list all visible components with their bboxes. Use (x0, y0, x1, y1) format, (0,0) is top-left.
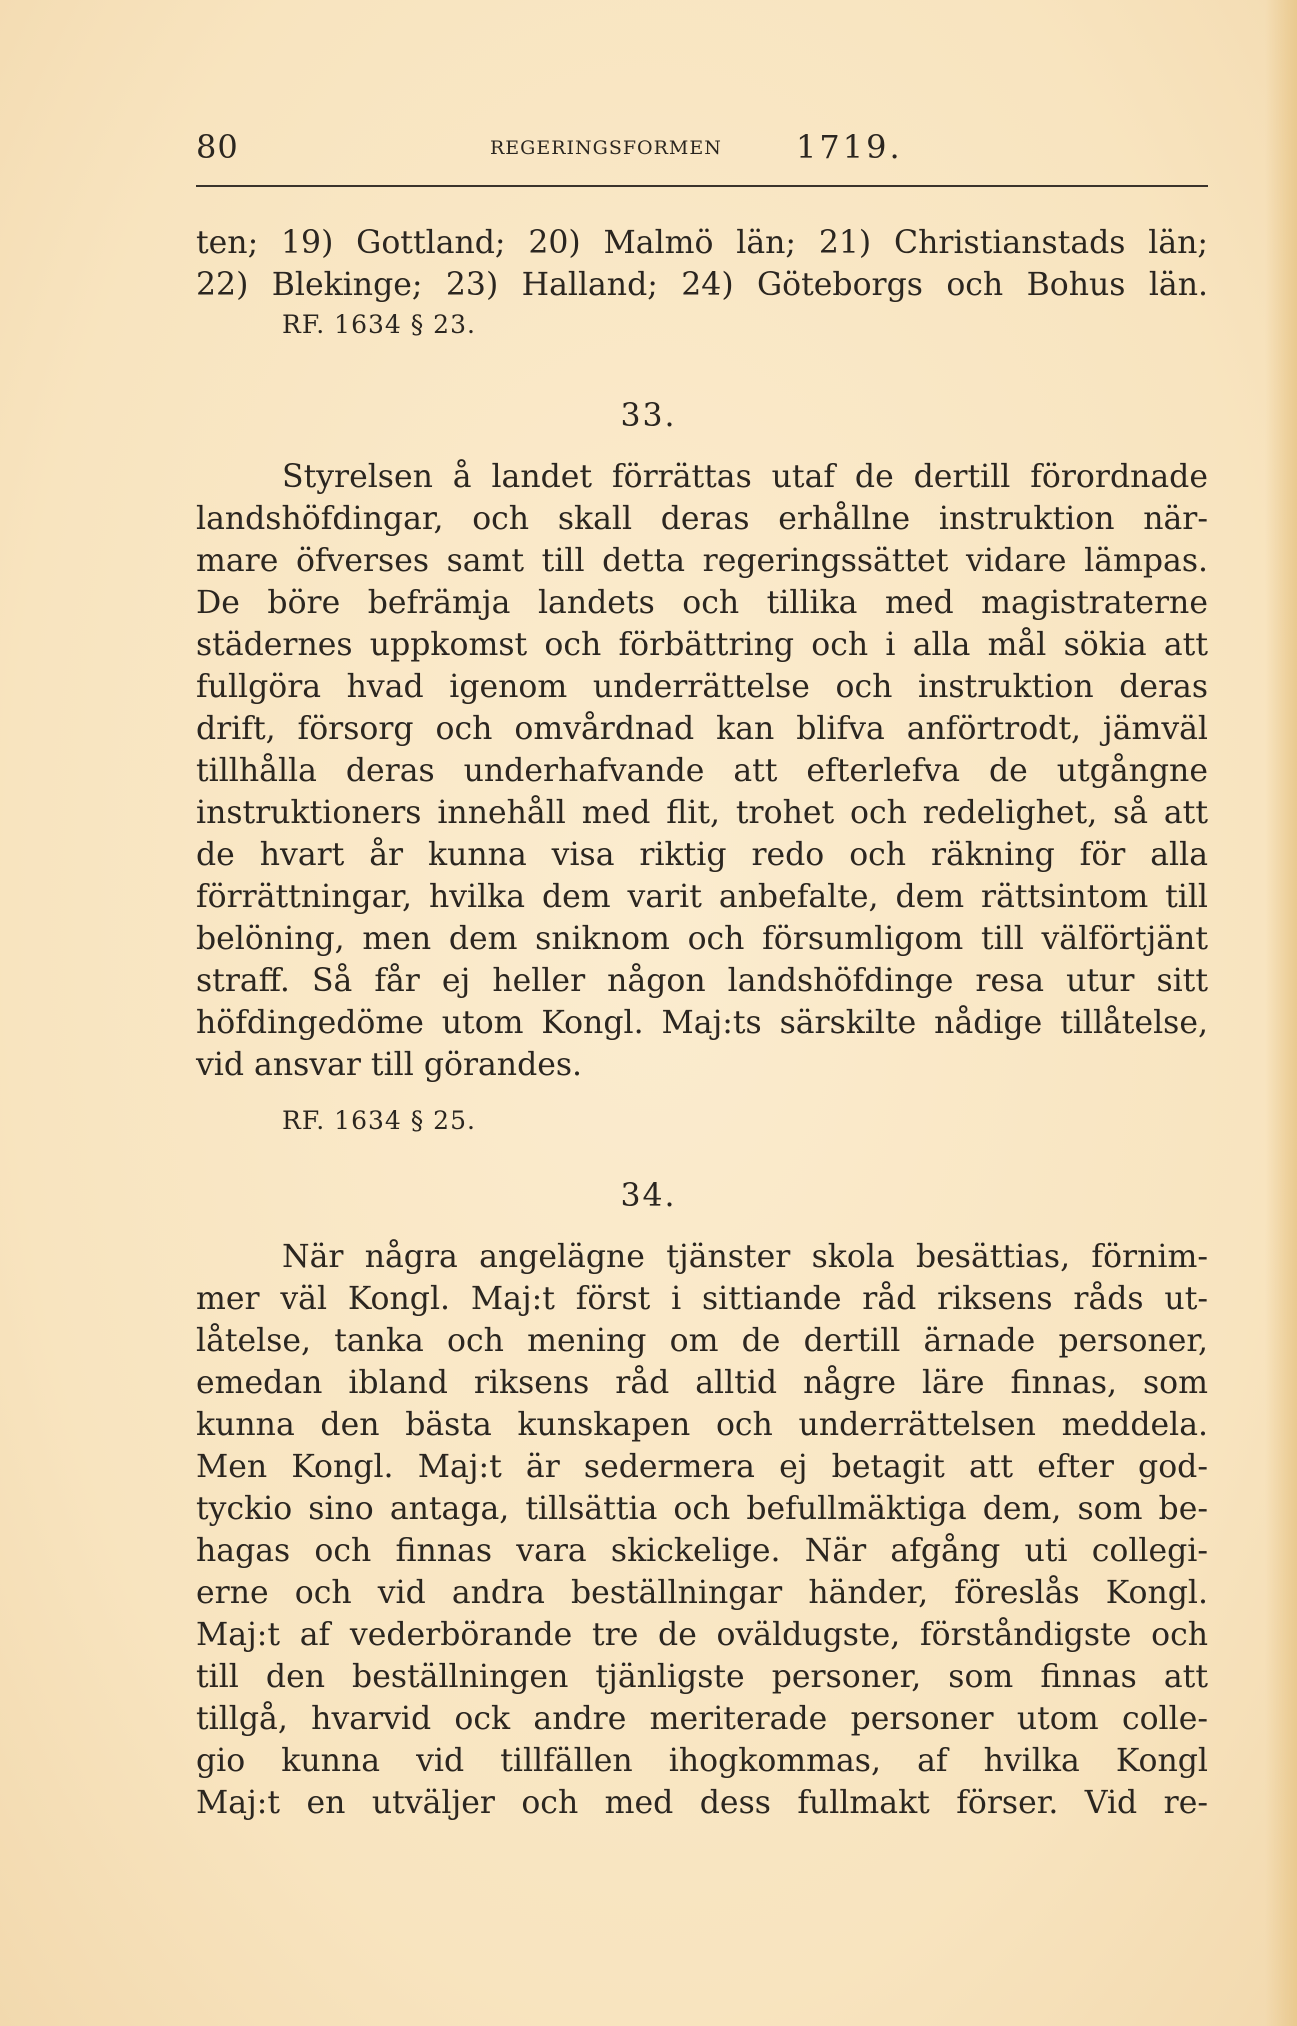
text-line: höfdingedöme utom Kongl. Maj:ts särskilte nådige tillåtelse, (196, 1005, 1208, 1041)
text-line: erne och vid andra beställningar händer, föreslås Kongl. (196, 1575, 1208, 1611)
text-line: tyckio sino antaga, tillsättia och befullmäktiga dem, som be- (196, 1491, 1208, 1527)
text-line: de hvart år kunna visa riktig redo och räkning för alla (196, 837, 1208, 873)
text-line: När några angelägne tjänster skola besättias, förnim- (282, 1239, 1208, 1275)
text-line: Maj:t af vederbörande tre de oväldugste, förståndigste och (196, 1617, 1208, 1653)
section-number-33: 33. (620, 398, 677, 434)
text-line: fullgöra hvad igenom underrättelse och instruktion deras (196, 669, 1208, 705)
text-line: 22) Blekinge; 23) Halland; 24) Göteborgs och Bohus län. (196, 267, 1208, 303)
text-line: De böre befrämja landets och tillika med magistraterne (196, 585, 1208, 621)
text-line: straff. Så får ej heller någon landshöfdinge resa utur sitt (196, 963, 1208, 999)
text-line: städernes uppkomst och förbättring och i alla mål sökia att (196, 627, 1208, 663)
text-line: tillgå, hvarvid ock andre meriterade personer utom colle- (196, 1701, 1208, 1737)
text-line: hagas och finnas vara skickelige. När afgång uti collegi- (196, 1533, 1208, 1569)
section-34-paragraph (196, 1236, 1208, 1824)
running-title: REGERINGSFORMEN (490, 137, 722, 159)
intro-paragraph (196, 222, 1208, 306)
text-line: Styrelsen å landet förrättas utaf de dertill förordnade (282, 459, 1208, 495)
reference-rf-1634-25: RF. 1634 § 25. (282, 1106, 476, 1135)
text-line: emedan ibland riksens råd alltid någre läre finnas, som (196, 1365, 1208, 1401)
header-rule (196, 185, 1208, 187)
text-line: gio kunna vid tillfällen ihogkommas, af hvilka Kongl (196, 1743, 1208, 1779)
text-line: vid ansvar till görandes. (196, 1047, 583, 1083)
text-line: tillhålla deras underhafvande att efterlefva de utgångne (196, 753, 1208, 789)
running-year: 1719. (796, 128, 903, 166)
text-line: landshöfdingar, och skall deras erhållne instruktion när- (196, 501, 1208, 537)
section-33-paragraph (196, 456, 1208, 1086)
text-line: belöning, men dem sniknom och försumligom till välförtjänt (196, 921, 1208, 957)
reference-rf-1634-23: RF. 1634 § 23. (282, 310, 476, 339)
text-line: till den beställningen tjänligste personer, som finnas att (196, 1659, 1208, 1695)
text-line: låtelse, tanka och mening om de dertill ärnade personer, (196, 1323, 1208, 1359)
text-line: Maj:t en utväljer och med dess fullmakt förser. Vid re- (196, 1785, 1208, 1821)
text-line: kunna den bästa kunskapen och underrättelsen meddela. (196, 1407, 1208, 1443)
text-line: mer väl Kongl. Maj:t först i sittiande råd riksens råds ut- (196, 1281, 1208, 1317)
text-line: Men Kongl. Maj:t är sedermera ej betagit att efter god- (196, 1449, 1208, 1485)
section-number-34: 34. (620, 1178, 677, 1214)
page-number: 80 (196, 128, 239, 166)
text-line: instruktioners innehåll med flit, trohet och redelighet, så att (196, 795, 1208, 831)
page-edge-shadow (1265, 0, 1297, 2026)
text-line: ten; 19) Gottland; 20) Malmö län; 21) Christianstads län; (196, 225, 1208, 261)
text-line: mare öfverses samt till detta regeringssättet vidare lämpas. (196, 543, 1208, 579)
text-line: förrättningar, hvilka dem varit anbefalte, dem rättsintom till (196, 879, 1208, 915)
running-header (196, 128, 1208, 168)
text-line: drift, försorg och omvårdnad kan blifva anförtrodt, jämväl (196, 711, 1208, 747)
